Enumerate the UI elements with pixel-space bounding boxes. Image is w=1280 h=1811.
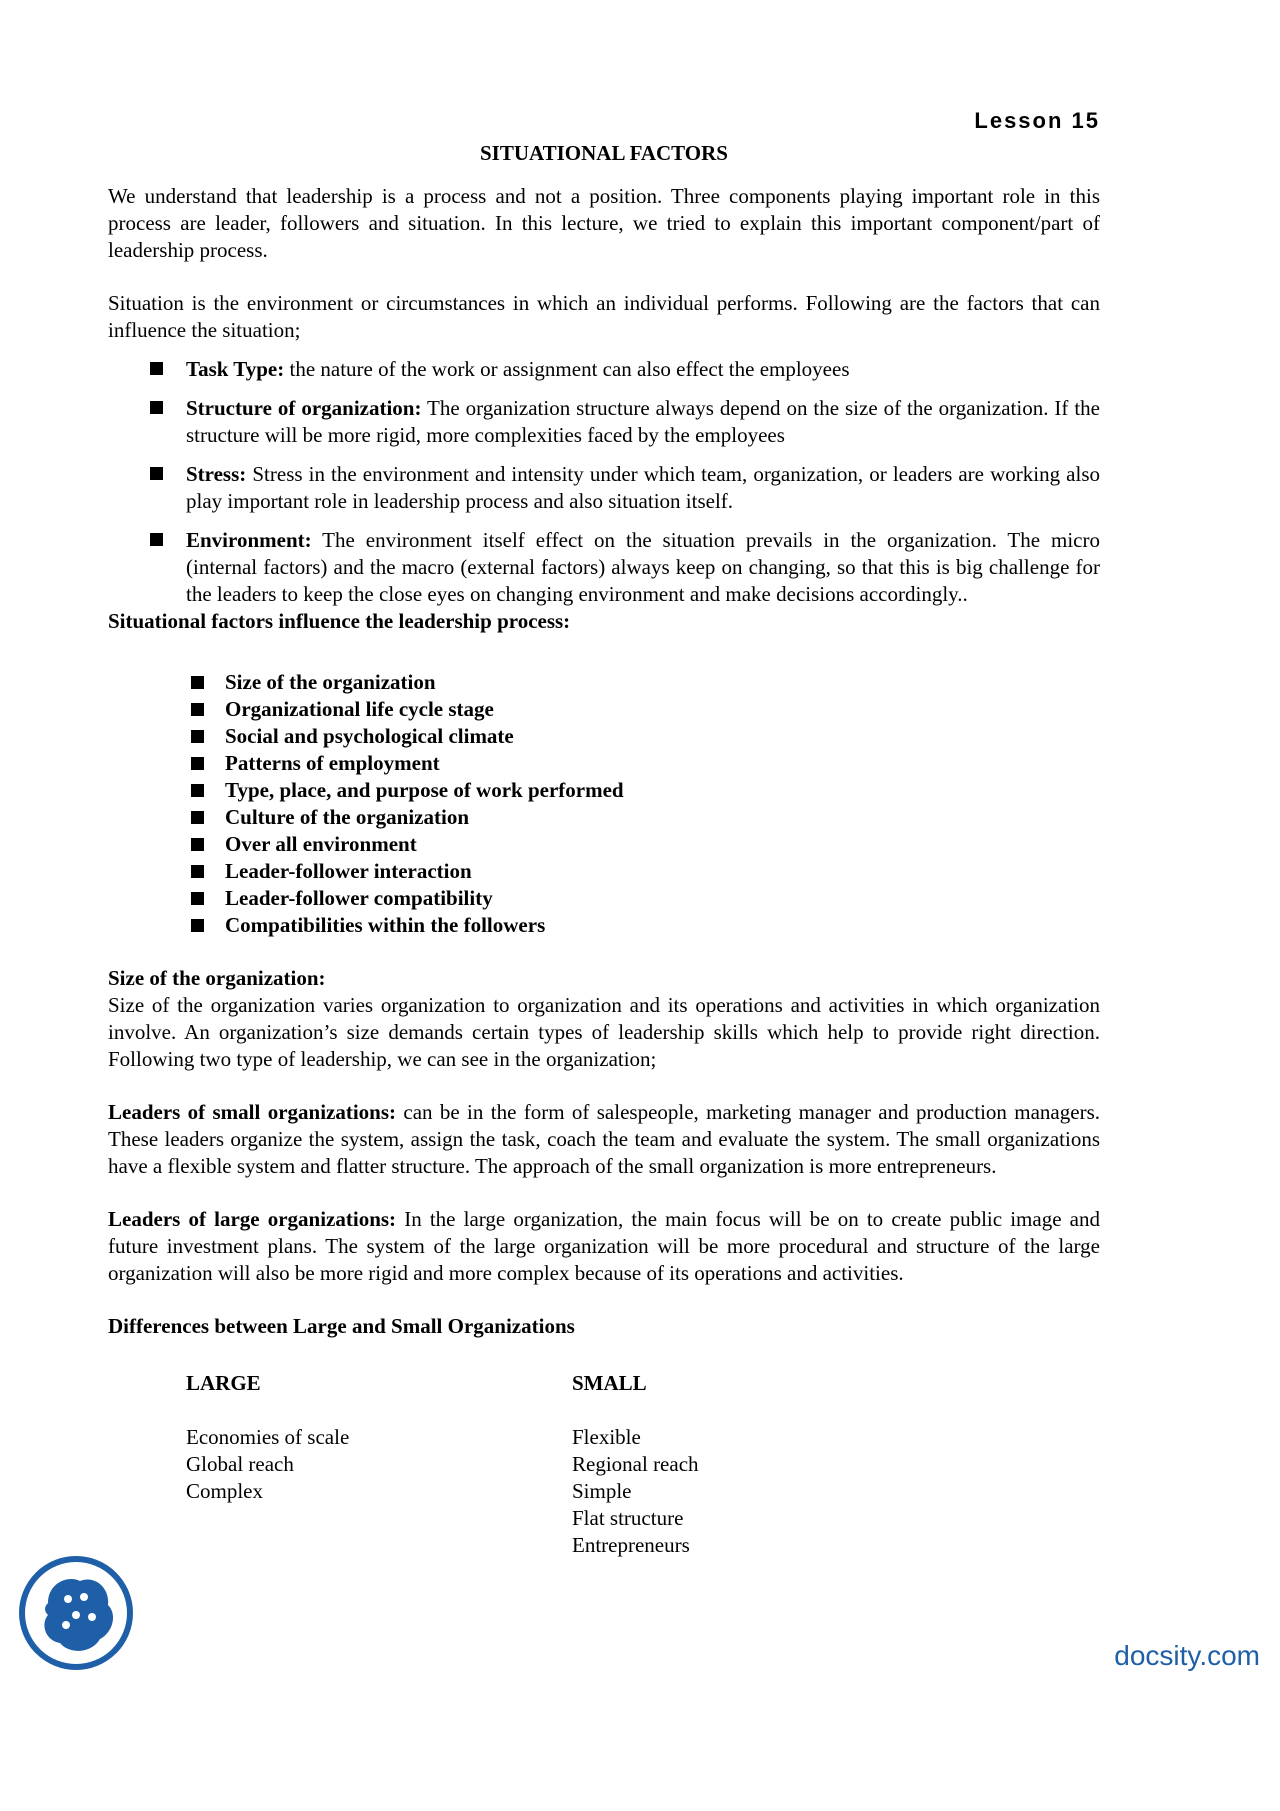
square-bullet-icon — [150, 533, 163, 546]
bullet-label: Structure of organization: — [186, 396, 422, 420]
large-item: Global reach — [186, 1452, 294, 1476]
list-item — [108, 723, 1100, 750]
list-item — [108, 912, 1100, 939]
large-item: Economies of scale — [186, 1425, 350, 1449]
bullet-label: Stress: — [186, 462, 247, 486]
square-bullet-icon — [191, 865, 204, 878]
small-item: Entrepreneurs — [572, 1533, 690, 1557]
bullet-text: The environment itself effect on the situation prevails in the organization. The micro (internal factors) and the macro (external factors) always keep on changing, so that this is big challenge for the leaders to keep the close eyes on changing environment and make decisions accordingly.. — [186, 528, 1100, 606]
square-bullet-icon — [150, 362, 163, 375]
factors-heading: Situational factors influence the leadership process: — [108, 609, 571, 633]
list-item — [108, 669, 1100, 696]
small-item: Flat structure — [572, 1506, 684, 1530]
small-item: Simple — [572, 1479, 632, 1503]
list-item — [108, 527, 1100, 608]
list-item — [108, 356, 1100, 383]
bullet-label: Environment: — [186, 528, 312, 552]
differences-title: Differences between Large and Small Organizations — [108, 1314, 575, 1338]
leadership-factor-list — [108, 669, 1100, 939]
small-column-header: SMALL — [572, 1371, 647, 1395]
square-bullet-icon — [191, 784, 204, 797]
list-item — [108, 696, 1100, 723]
document-page — [108, 108, 1100, 1570]
docsity-ladybug-logo-icon[interactable] — [18, 1555, 134, 1671]
square-bullet-icon — [191, 757, 204, 770]
square-bullet-icon — [191, 892, 204, 905]
situation-factor-list — [108, 356, 1100, 608]
large-item: Complex — [186, 1479, 263, 1503]
factor-label: Compatibilities within the followers — [225, 913, 546, 937]
list-item — [108, 831, 1100, 858]
small-leaders-label: Leaders of small organizations: — [108, 1100, 397, 1124]
bullet-text: Stress in the environment and intensity under which team, organization, or leaders are working also play important role in leadership process and also situation itself. — [186, 462, 1100, 513]
size-paragraph: Size of the organization varies organization to organization and its operations and activities in which organization involve. An organization’s size demands certain types of leadership skills which help to provide right direction. Following two type of leadership, we can see in the organization; — [108, 993, 1100, 1071]
factor-label: Organizational life cycle stage — [225, 697, 494, 721]
square-bullet-icon — [191, 919, 204, 932]
small-leaders-text: can be in the form of salespeople, marketing manager and production managers. These leaders organize the system, assign the task, coach the team and evaluate the system. The small organizations have a flexible system and flatter structure. The approach of the small organization is more entrepreneurs. — [108, 1100, 1100, 1178]
large-column — [186, 1370, 349, 1505]
large-leaders-label: Leaders of large organizations: — [108, 1207, 397, 1231]
bullet-text: The organization structure always depend on the size of the organization. If the structure will be more rigid, more complexities faced by the employees — [186, 396, 1101, 447]
large-leaders-text: In the large organization, the main focus will be on to create public image and future investment plans. The system of the large organization will be more procedural and structure of the large organization will also be more rigid and more complex because of its operations and activities. — [108, 1207, 1100, 1285]
large-column-header: LARGE — [186, 1371, 261, 1395]
list-item — [108, 750, 1100, 777]
square-bullet-icon — [191, 703, 204, 716]
factor-label: Patterns of employment — [225, 751, 440, 775]
bullet-label: Task Type: — [186, 357, 285, 381]
square-bullet-icon — [191, 730, 204, 743]
list-item — [108, 461, 1100, 515]
square-bullet-icon — [191, 838, 204, 851]
docsity-brand-link[interactable]: docsity.com — [1114, 1640, 1260, 1671]
factor-label: Type, place, and purpose of work performed — [225, 778, 624, 802]
factor-label: Leader-follower interaction — [225, 859, 472, 883]
bullet-text: the nature of the work or assignment can also effect the employees — [284, 357, 850, 381]
factor-label: Size of the organization — [225, 670, 436, 694]
square-bullet-icon — [191, 811, 204, 824]
small-item: Flexible — [572, 1425, 641, 1449]
square-bullet-icon — [150, 401, 163, 414]
list-item — [108, 395, 1100, 449]
square-bullet-icon — [150, 467, 163, 480]
list-item — [108, 777, 1100, 804]
factor-label: Culture of the organization — [225, 805, 470, 829]
small-leaders-paragraph — [108, 1099, 1100, 1180]
square-bullet-icon — [191, 676, 204, 689]
factor-label: Social and psychological climate — [225, 724, 514, 748]
list-item — [108, 858, 1100, 885]
small-column — [572, 1370, 699, 1559]
list-item — [108, 804, 1100, 831]
factor-label: Over all environment — [225, 832, 417, 856]
factor-label: Leader-follower compatibility — [225, 886, 493, 910]
intro-paragraph-1: We understand that leadership is a process and not a position. Three components playing important role in this process are leader, followers and situation. In this lecture, we tried to explain this important component/part of leadership process. — [108, 184, 1100, 262]
size-heading: Size of the organization: — [108, 966, 326, 990]
page-title: SITUATIONAL FACTORS — [480, 141, 728, 165]
differences-table — [108, 1370, 1100, 1570]
list-item — [108, 885, 1100, 912]
large-leaders-paragraph — [108, 1206, 1100, 1287]
small-item: Regional reach — [572, 1452, 699, 1476]
lesson-number: Lesson 15 — [974, 108, 1100, 133]
intro-paragraph-2: Situation is the environment or circumstances in which an individual performs. Following are the factors that can influence the situation; — [108, 291, 1100, 342]
